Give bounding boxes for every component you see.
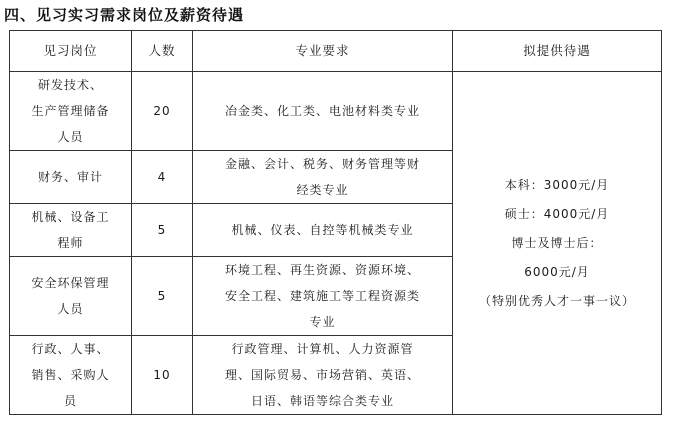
table-header-row [10,31,662,72]
position-line: 财务、审计 [37,170,103,184]
position-cell [10,204,132,257]
major-cell [193,151,453,204]
position-line: 机械、设备工 [31,210,110,224]
position-line: 行政、人事、 [31,342,110,356]
position-line: 安全环保管理 [31,276,110,290]
benefits-cell [453,72,662,415]
header-position: 见习岗位 [10,31,132,72]
position-cell [10,72,132,151]
major-line: 冶金类、化工类、电池材料类专业 [224,104,420,118]
header-count: 人数 [132,31,193,72]
major-cell [193,336,453,415]
major-line: 理、国际贸易、市场营销、英语、 [224,368,420,382]
header-benefits: 拟提供待遇 [453,31,662,72]
major-line: 日语、韩语等综合类专业 [250,394,394,408]
table-row [10,72,662,151]
major-cell [193,204,453,257]
position-cell [10,257,132,336]
major-line: 安全工程、建筑施工等工程资源类 [224,289,420,303]
position-line: 销售、采购人 [31,368,110,382]
position-cell [10,151,132,204]
count-cell: 4 [132,151,193,204]
major-cell [193,257,453,336]
position-line: 生产管理储备 [31,104,110,118]
section-title: 四、见习实习需求岗位及薪资待遇 [4,6,245,24]
position-line: 员 [63,394,77,408]
major-line: 环境工程、再生资源、资源环境、 [224,263,420,277]
benefit-doctor-salary: 6000元/月 [524,264,590,279]
benefit-doctor-label: 博士及博士后： [511,235,603,250]
header-major: 专业要求 [193,31,453,72]
position-line: 程师 [57,236,84,250]
count-cell: 5 [132,204,193,257]
position-line: 人员 [57,302,84,316]
count-cell: 5 [132,257,193,336]
position-line: 人员 [57,130,84,144]
position-cell [10,336,132,415]
benefit-bachelor: 本科：3000元/月 [504,177,610,192]
major-line: 机械、仪表、自控等机械类专业 [231,223,414,237]
major-line: 金融、会计、税务、财务管理等财 [224,157,420,171]
major-line: 经类专业 [296,183,349,197]
benefit-note: （特别优秀人才一事一议） [478,293,635,308]
position-line: 研发技术、 [37,78,103,92]
positions-table [9,30,662,415]
major-cell [193,72,453,151]
benefit-master: 硕士：4000元/月 [504,206,610,221]
major-line: 专业 [309,315,336,329]
count-cell: 10 [132,336,193,415]
major-line: 行政管理、计算机、人力资源管 [231,342,414,356]
count-cell: 20 [132,72,193,151]
